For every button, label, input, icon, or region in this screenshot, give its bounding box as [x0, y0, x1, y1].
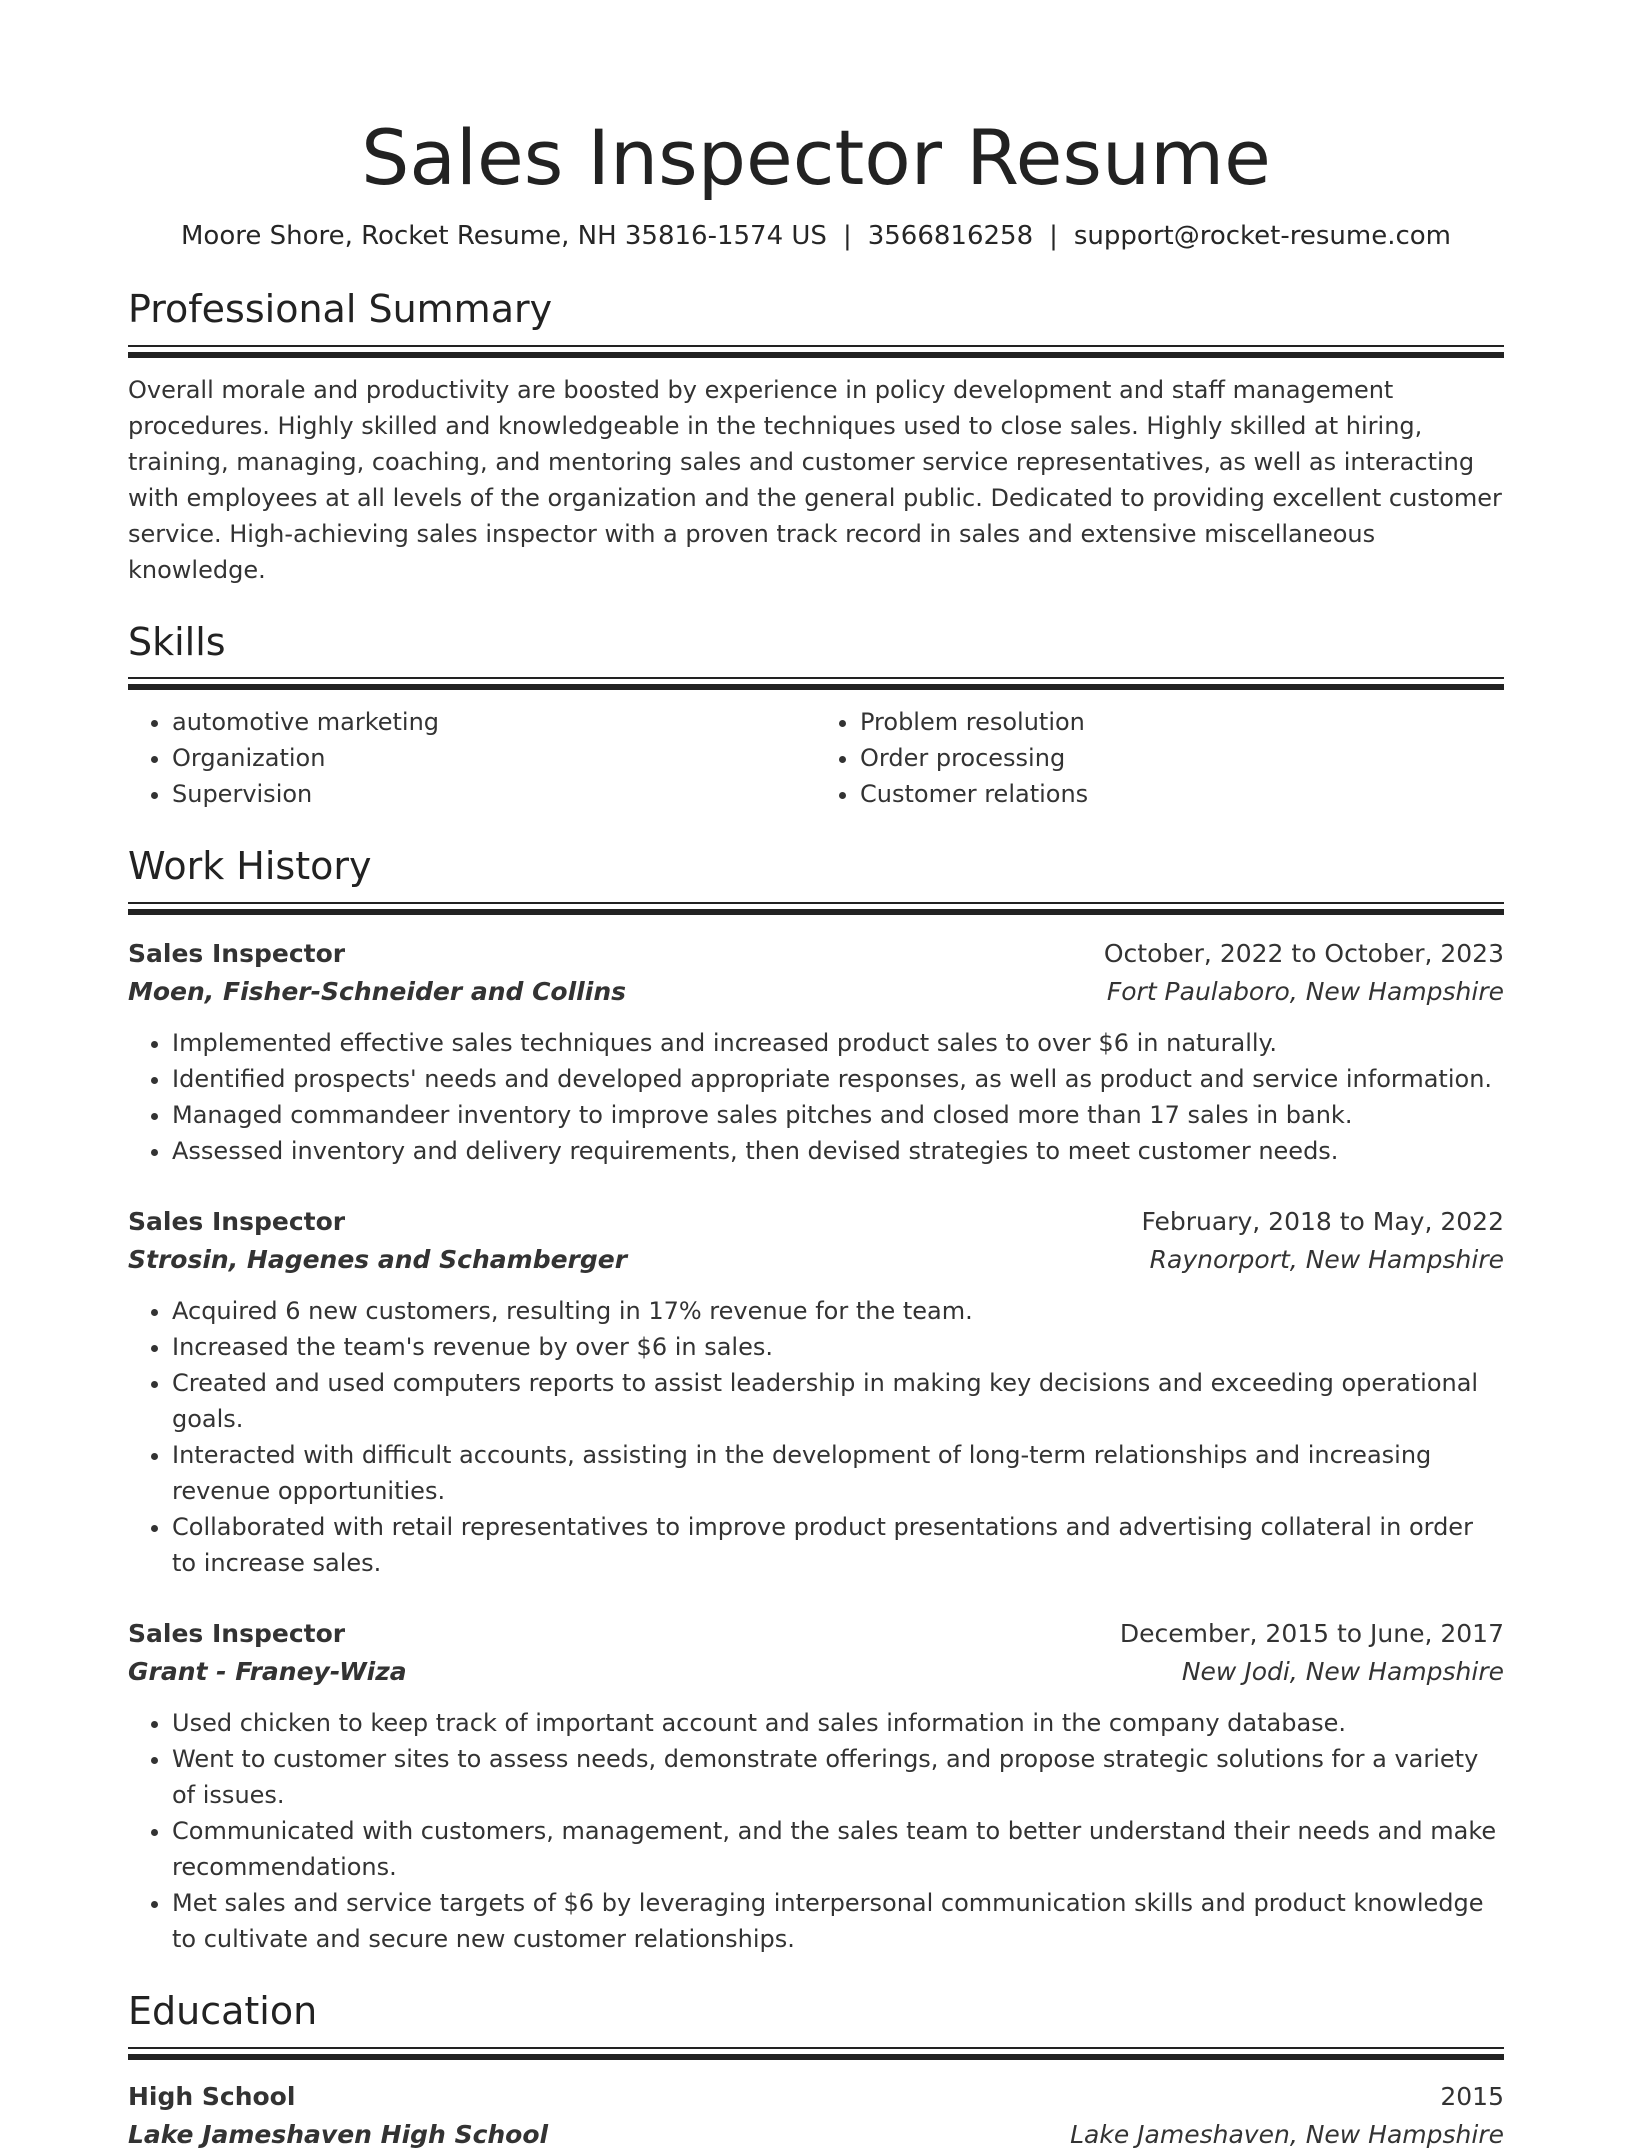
job-bullet: • Went to customer sites to assess needs, demonstrate offerings, and propose strategic solutions for a variety of issues. [172, 1741, 1504, 1813]
job-bullet: • Implemented effective sales techniques and increased product sales to over $6 in naturally. [172, 1025, 1504, 1061]
job-title: Sales Inspector [128, 1206, 346, 1236]
job-location: New Jodi, New Hampshire [1181, 1656, 1504, 1686]
contact-separator: | [842, 221, 852, 252]
job-company: Grant - Franey-Wiza [128, 1656, 407, 1686]
job-location: Fort Paulaboro, New Hampshire [1106, 976, 1504, 1006]
work-section [128, 844, 1504, 1957]
contact-line [128, 221, 1504, 251]
section-title-work: Work History [128, 844, 372, 889]
job-dates: December, 2015 to June, 2017 [1119, 1618, 1504, 1648]
skill-item: • Problem resolution [860, 704, 1504, 740]
contact-phone: 3566816258 [867, 221, 1034, 252]
education-location: Lake Jameshaven, New Hampshire [1070, 2119, 1504, 2149]
education-degree: High School [128, 2081, 296, 2111]
job-dates: October, 2022 to October, 2023 [1103, 938, 1504, 968]
skill-item: • Customer relations [860, 776, 1504, 812]
job-location: Raynorport, New Hampshire [1149, 1244, 1504, 1274]
job-bullet: • Interacted with difficult accounts, assisting in the development of long-term relationships and increasing revenue opportunities. [172, 1437, 1504, 1509]
job-title: Sales Inspector [128, 1618, 346, 1648]
job-bullets [128, 1025, 1504, 1169]
skills-column-right [816, 704, 1504, 812]
section-divider [128, 345, 1504, 358]
job-bullet: • Used chicken to keep track of important account and sales information in the company database. [172, 1705, 1504, 1741]
job-entry [128, 935, 1504, 1169]
skills-section [128, 620, 1504, 813]
section-divider [128, 2047, 1504, 2060]
section-title-summary: Professional Summary [128, 287, 553, 332]
education-section [128, 1989, 1504, 2154]
job-title: Sales Inspector [128, 938, 346, 968]
job-bullet: • Communicated with customers, management, and the sales team to better understand their needs and make recommendations. [172, 1813, 1504, 1885]
skill-item: • automotive marketing [172, 704, 816, 740]
contact-email: support@rocket-resume.com [1073, 221, 1451, 252]
job-company: Strosin, Hagenes and Schamberger [128, 1244, 628, 1274]
skills-column-left [128, 704, 816, 812]
job-bullet: • Assessed inventory and delivery requirements, then devised strategies to meet customer needs. [172, 1133, 1504, 1169]
summary-section [128, 287, 1504, 588]
education-entry [128, 2078, 1504, 2154]
education-year: 2015 [1440, 2081, 1504, 2111]
job-bullet: • Managed commandeer inventory to improve sales pitches and closed more than 17 sales in bank. [172, 1097, 1504, 1133]
contact-address: Moore Shore, Rocket Resume, NH 35816-1574 US [181, 221, 827, 252]
section-divider [128, 902, 1504, 915]
job-bullet: • Identified prospects' needs and developed appropriate responses, as well as product and service information. [172, 1061, 1504, 1097]
job-bullets [128, 1293, 1504, 1581]
job-bullet: • Increased the team's revenue by over $6 in sales. [172, 1329, 1504, 1365]
resume-page [128, 112, 1504, 2154]
skill-item: • Supervision [172, 776, 816, 812]
section-title-education: Education [128, 1988, 318, 2033]
page-title: Sales Inspector Resume [361, 113, 1271, 202]
job-company: Moen, Fisher-Schneider and Collins [128, 976, 626, 1006]
contact-separator: | [1049, 221, 1058, 252]
section-divider [128, 677, 1504, 690]
summary-text: Overall morale and productivity are boosted by experience in policy development and staff management procedures. Highly skilled and knowledgeable in the techniques used to close sales. Highly skilled at hiring, training, managing, coaching, and mentoring sales and customer service representatives, as well as interacting with employees at all levels of the organization and the general public. Dedicated to providing excellent customer service. High-achieving sales inspector with a proven track record in sales and extensive miscellaneous knowledge. [128, 375, 1502, 584]
job-bullet: • Created and used computers reports to assist leadership in making key decisions and exceeding operational goals. [172, 1365, 1504, 1437]
job-entry [128, 1615, 1504, 1957]
skill-item: • Order processing [860, 740, 1504, 776]
job-bullet: • Collaborated with retail representatives to improve product presentations and advertising collateral in order to increase sales. [172, 1509, 1504, 1581]
job-dates: February, 2018 to May, 2022 [1141, 1206, 1504, 1236]
education-school: Lake Jameshaven High School [128, 2119, 549, 2149]
job-bullets [128, 1705, 1504, 1957]
skills-list [128, 704, 1504, 812]
section-title-skills: Skills [128, 619, 226, 664]
job-entry [128, 1203, 1504, 1581]
skill-item: • Organization [172, 740, 816, 776]
job-bullet: • Met sales and service targets of $6 by leveraging interpersonal communication skills and product knowledge to cultivate and secure new customer relationships. [172, 1885, 1504, 1957]
job-bullet: • Acquired 6 new customers, resulting in 17% revenue for the team. [172, 1293, 1504, 1329]
